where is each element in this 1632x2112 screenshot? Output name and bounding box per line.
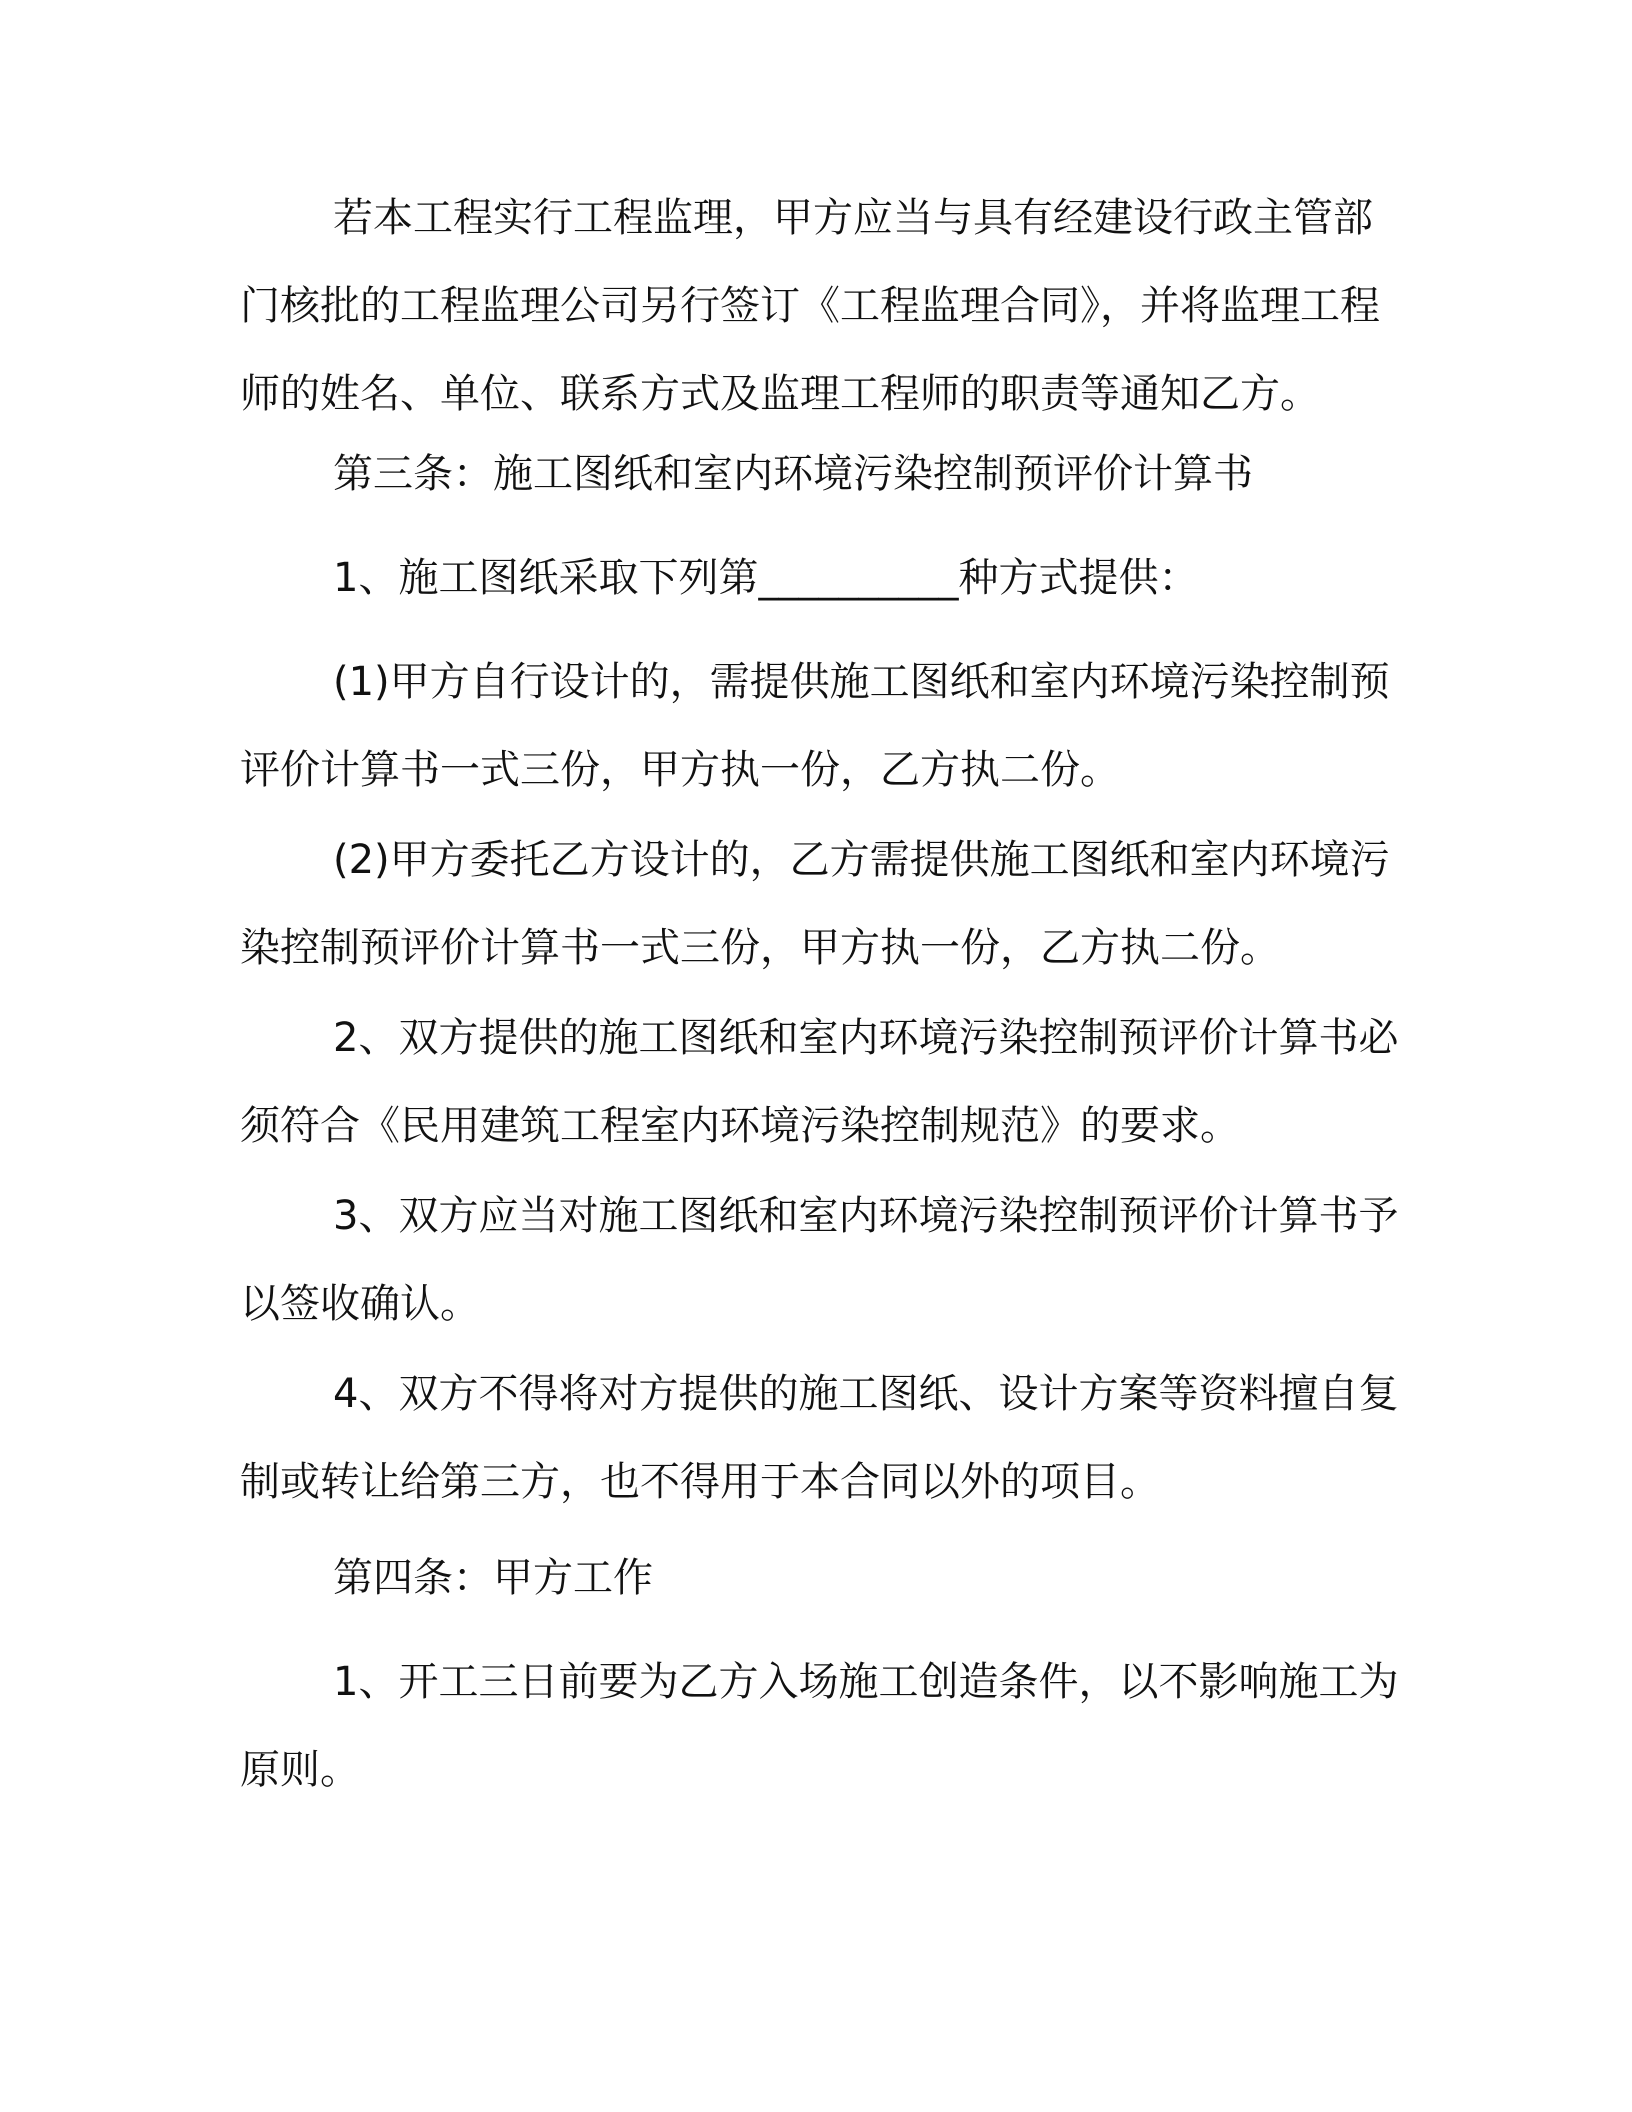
paragraph-option-1: (1)甲方自行设计的，需提供施工图纸和室内环境污染控制预评价计算书一式三份，甲方执一份，乙方执二份。 (240, 659, 1390, 793)
paragraph-item-2: 2、双方提供的施工图纸和室内环境污染控制预评价计算书必须符合《民用建筑工程室内环境污染控制规范》的要求。 (240, 1015, 1399, 1149)
paragraph-option-2: (2)甲方委托乙方设计的，乙方需提供施工图纸和室内环境污染控制预评价计算书一式三份，甲方执一份，乙方执二份。 (240, 837, 1390, 971)
heading-article-4: 第四条：甲方工作 (333, 1555, 653, 1601)
paragraph-item-1: 1、施工图纸采取下列第__________种方式提供： (333, 555, 1199, 601)
paragraph-article-4-item-1: 1、开工三日前要为乙方入场施工创造条件，以不影响施工为原则。 (240, 1659, 1399, 1793)
paragraph-item-3: 3、双方应当对施工图纸和室内环境污染控制预评价计算书予以签收确认。 (240, 1193, 1399, 1327)
paragraph-supervision: 若本工程实行工程监理，甲方应当与具有经建设行政主管部门核批的工程监理公司另行签订《工程监理合同》，并将监理工程师的姓名、单位、联系方式及监理工程师的职责等通知乙方。 (240, 195, 1380, 417)
paragraph-item-4: 4、双方不得将对方提供的施工图纸、设计方案等资料擅自复制或转让给第三方，也不得用于本合同以外的项目。 (240, 1371, 1399, 1505)
heading-article-3: 第三条：施工图纸和室内环境污染控制预评价计算书 (333, 451, 1253, 497)
